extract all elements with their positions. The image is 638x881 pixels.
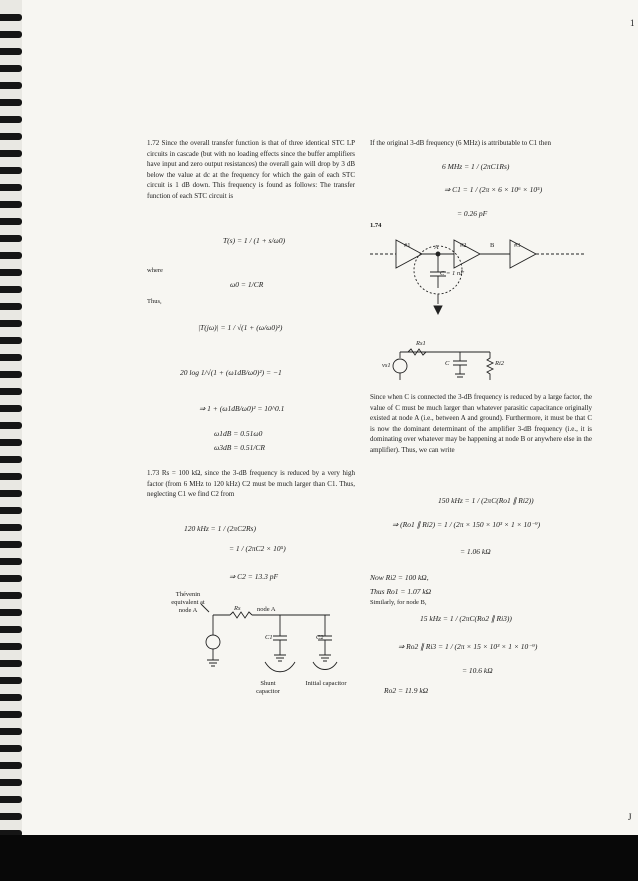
binding-ring	[0, 541, 22, 548]
binding-ring	[0, 694, 22, 701]
binding-ring	[0, 65, 22, 72]
voltage-source	[206, 635, 220, 649]
binding-ring	[0, 133, 22, 140]
capacitor-c2	[273, 615, 287, 661]
eq-20log: 20 log 1/√(1 + (ω1dB/ω0)²) = −1	[180, 368, 282, 377]
eq-174-2: ⇒ (Ro1 ∥ Ri2) = 1 / (2π × 150 × 10³ × 1 × 10⁻⁹)	[392, 520, 541, 529]
where-label: where	[147, 267, 163, 274]
binding-ring	[0, 677, 22, 684]
resistor-ri2	[487, 352, 493, 380]
thevenin-label: Thévenin equivalent at node A	[171, 591, 205, 614]
binding-ring	[0, 371, 22, 378]
binding-ring	[0, 609, 22, 616]
amp-2-label: #2	[460, 242, 467, 249]
page-mark-top: 1	[630, 18, 635, 28]
binding-ring	[0, 796, 22, 803]
page-mark-bottom: J	[628, 812, 632, 822]
vs1-label: vs1	[382, 362, 391, 369]
binding-ring	[0, 439, 22, 446]
circuit-1-74	[370, 232, 600, 382]
binding-ring	[0, 711, 22, 718]
binding-ring	[0, 48, 22, 55]
binding-ring	[0, 779, 22, 786]
eq-174-3: = 1.06 kΩ	[460, 547, 491, 556]
binding-ring	[0, 14, 22, 21]
binding-ring	[0, 286, 22, 293]
now-line: Now Ri2 = 100 kΩ,	[370, 573, 429, 582]
eq-result-2: ω3dB = 0.51/CR	[214, 443, 265, 452]
binding-ring	[0, 660, 22, 667]
binding-ring	[0, 524, 22, 531]
binding-ring	[0, 99, 22, 106]
binding-ring	[0, 507, 22, 514]
binding-ring	[0, 592, 22, 599]
node-a-label: node A	[257, 606, 276, 613]
ri2-label: Ri2	[495, 360, 505, 367]
ro1-label: Rs1	[416, 340, 426, 347]
problem-1-74-text: Since when C is connected the 3-dB frequency is reduced by a large factor, the value of C must be much larger than whatever parasitic capacitance originally existed at node A (i.e., between A and ground). Furthermore, it must be that C is now the dominant determinant of the amplifier 3-dB frequency (i.e., it is dominating over whatever may be happening at node B or anywhere else in the amplifier). Thus, we can write	[370, 393, 592, 454]
rs-label: Rs	[234, 605, 241, 612]
amp-3-label: #3	[514, 242, 521, 249]
binding-ring	[0, 354, 22, 361]
node-a-marker: A	[434, 244, 439, 251]
binding-ring	[0, 388, 22, 395]
eq-174-7: Ro2 = 11.9 kΩ	[384, 686, 429, 695]
binding-ring	[0, 405, 22, 412]
capacitor-c-model	[453, 352, 467, 377]
amp-1-label: #1	[404, 242, 411, 249]
eq-173-2: = 1 / (2πC2 × 10⁵)	[229, 544, 286, 553]
c1-label: C1	[265, 634, 273, 641]
c2-label: C2	[316, 634, 324, 641]
binding-ring	[0, 201, 22, 208]
binding-ring	[0, 558, 22, 565]
binding-ring	[0, 218, 22, 225]
binding-ring	[0, 82, 22, 89]
eq-173-3: ⇒ C2 = 13.3 pF	[229, 572, 279, 581]
eq-173-1: 120 kHz = 1 / (2πC2Rs)	[184, 524, 256, 533]
binding-ring	[0, 745, 22, 752]
node-b-marker: B	[490, 242, 495, 249]
resistor-rs	[230, 612, 252, 618]
scan-bottom-edge	[0, 835, 638, 881]
eq-implies: ⇒ 1 + (ω1dB/ω0)² = 10^0.1	[199, 404, 285, 413]
spiral-binding	[0, 0, 22, 881]
thus-line: Thus Ro1 = 1.07 kΩ	[370, 587, 432, 596]
eq-omega0: ω0 = 1/CR	[230, 280, 264, 289]
binding-ring	[0, 303, 22, 310]
binding-ring	[0, 643, 22, 650]
eq-transfer-function: T(s) = 1 / (1 + s/ω0)	[223, 236, 286, 245]
eq-173-5: ⇒ C1 = 1 / (2π × 6 × 10⁶ × 10⁵)	[444, 185, 543, 194]
problem-1-74-number: 1.74	[370, 222, 382, 229]
problem-1-72-text: 1.72 Since the overall transfer function is that of three identical STC LP circuits in cascade (but with no loading effects since the buffer amplifiers have input and zero output resistances) the overall gain will drop by 3 dB below the value at dc at the frequency for which the gain of each STC circuit is 1 dB down. This frequency is found as follows: The transfer function of each STC circuit is	[147, 139, 355, 200]
binding-ring	[0, 320, 22, 327]
binding-ring	[0, 269, 22, 276]
problem-1-73-text: 1.73 Rs = 100 kΩ, since the 3-dB frequency is reduced by a very high factor (from 6 MHz to 120 kHz) C2 must be much larger than C1. Thus, neglecting C1 we find C2 from	[147, 469, 355, 499]
binding-ring	[0, 575, 22, 582]
binding-ring	[0, 728, 22, 735]
binding-ring	[0, 422, 22, 429]
binding-ring	[0, 490, 22, 497]
problem-1-73-right-text: If the original 3-dB frequency (6 MHz) is attributable to C1 then	[370, 139, 551, 147]
binding-ring	[0, 252, 22, 259]
binding-ring	[0, 31, 22, 38]
eq-174-5: ⇒ Ro2 ∥ Ri3 = 1 / (2π × 15 × 10³ × 1 × 10⁻⁹)	[398, 642, 538, 651]
initial-capacitor-label: Initial capacitor	[305, 680, 347, 687]
binding-ring	[0, 456, 22, 463]
binding-ring	[0, 473, 22, 480]
binding-ring	[0, 337, 22, 344]
binding-ring	[0, 235, 22, 242]
eq-result-1: ω1dB = 0.51ω0	[214, 429, 263, 438]
similarly-line: Similarly, for node B,	[370, 599, 427, 606]
binding-ring	[0, 116, 22, 123]
eq-magnitude: |T(jω)| = 1 / √(1 + (ω/ω0)²)	[198, 323, 283, 332]
cap-label: C = 1 nF	[440, 270, 465, 277]
binding-ring	[0, 762, 22, 769]
circuit-1-73	[195, 600, 355, 685]
eq-174-1: 150 kHz = 1 / (2πC(Ro1 ∥ Ri2))	[438, 496, 534, 505]
c-model-label: C	[445, 360, 450, 367]
binding-ring	[0, 150, 22, 157]
binding-ring	[0, 184, 22, 191]
binding-ring	[0, 813, 22, 820]
capacitor-c1	[318, 615, 332, 661]
thus-label: Thus,	[147, 298, 162, 305]
eq-174-6: = 10.6 kΩ	[462, 666, 493, 675]
eq-173-4: 6 MHz = 1 / (2πC1Rs)	[442, 162, 510, 171]
amplifier-2	[454, 240, 480, 268]
source-vs1	[393, 359, 407, 373]
eq-174-4: 15 kHz = 1 / (2πC(Ro2 ∥ Ri3))	[420, 614, 512, 623]
shunt-capacitor-label: Shunt capacitor	[256, 680, 280, 695]
binding-ring	[0, 626, 22, 633]
eq-173-6: = 0.26 pF	[457, 209, 488, 218]
binding-ring	[0, 167, 22, 174]
